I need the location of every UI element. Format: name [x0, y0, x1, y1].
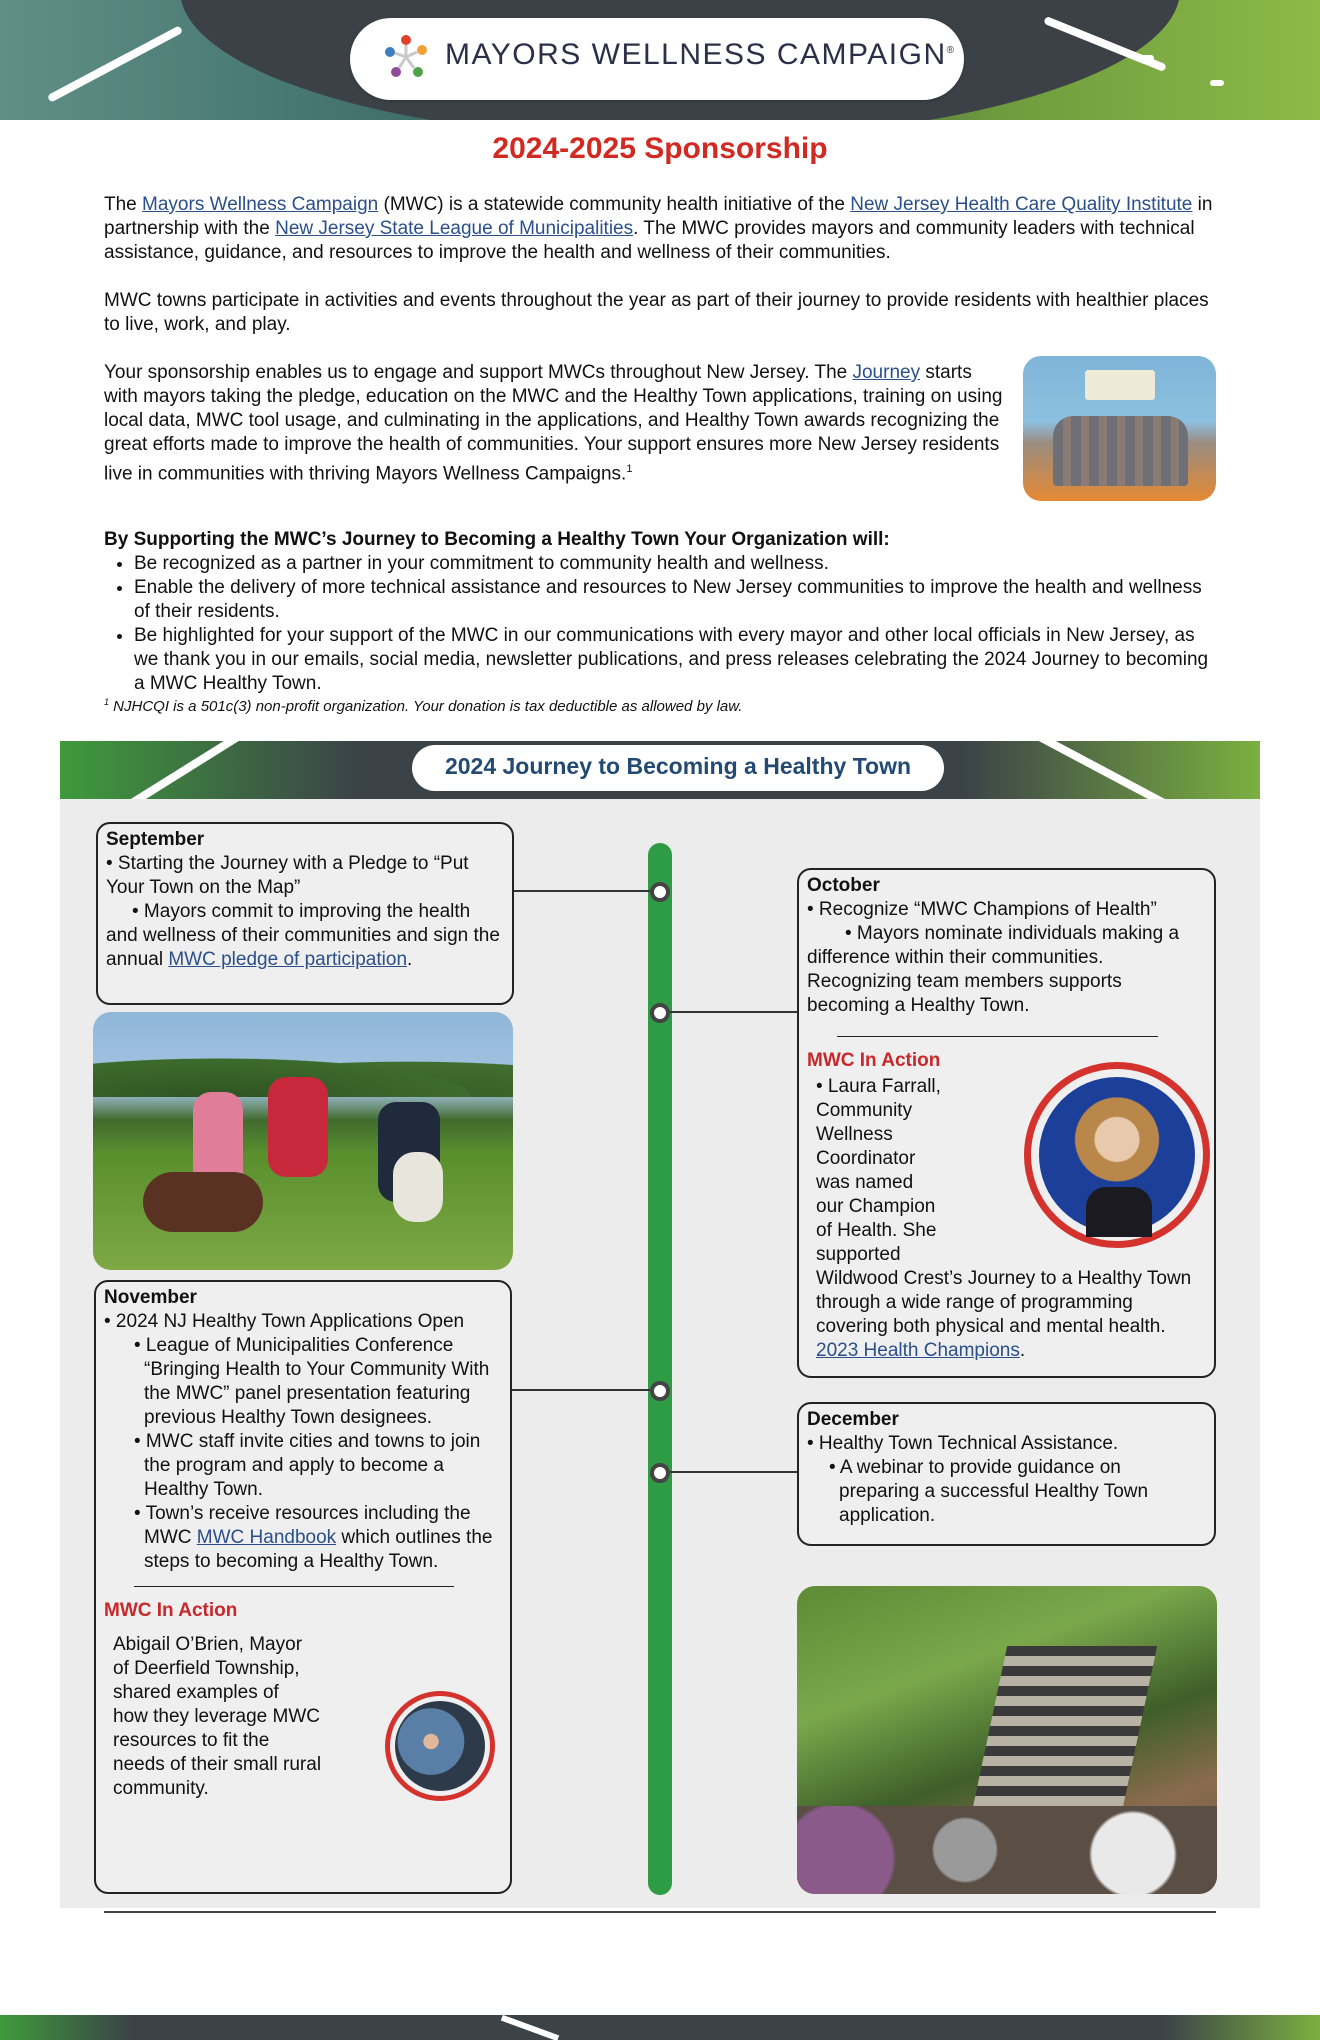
road-stripe [110, 741, 250, 799]
card-september: September • Starting the Journey with a Pledge to “Put Your Town on the Map” • Mayors commit to improving the health and wellness of their communities and sign the annual MWC pledge of participation. [96, 822, 514, 1005]
card-december: December • Healthy Town Technical Assistance. • A webinar to provide guidance on preparing a successful Healthy Town application. [797, 1402, 1216, 1546]
timeline-dot-december [650, 1463, 670, 1483]
october-action-text: • Laura Farrall, Community Wellness Coordinator was named our Champion of Health. She supported Wildwood Crest’s Journey to a Healthy Town through a wide range of programming covering both physical and mental health. 2023 Health Champions. [816, 1076, 1192, 1361]
intro-paragraph-3: Your sponsorship enables us to engage and support MWCs throughout New Jersey. The Journey starts with mayors taking the pledge, education on the MWC and the Healthy Town applications, training on using local data, MWC tool usage, and culminating in the applications, and Healthy Town awards recognizing the great efforts made to improve the health of communities. Your support ensures more New Jersey residents live in communities with thriving Mayors Wellness Campaigns.$^1$ [104, 362, 1003, 485]
card-november: November • 2024 NJ Healthy Town Applications Open • League of Municipalities Conference “Bringing Health to Your Community With the MWC” panel presentation featuring previous Healthy Town designees. • MWC staff invite cities and towns to join the program and apply to become a Healthy Town. • Town’s receive resources including the MWC MWC Handbook which outlines the steps to becoming a Healthy Town. MWC In Action Abigail O’Brien, Mayor of Deerfield Township, shared examples of how they leverage MWC resources to fit the needs of their small rural community. [94, 1280, 512, 1894]
intro-paragraph-1: The Mayors Wellness Campaign (MWC) is a statewide community health initiative of the New Jersey Health Care Quality Institute in partnership with the New Jersey State League of Municipalities. The MWC provides mayors and community leaders with technical assistance, guidance, and resources to improve the health and wellness of their communities. [104, 194, 1213, 263]
page-title: 2024-2025 Sponsorship [492, 132, 828, 165]
njslom-link[interactable]: New Jersey State League of Municipalities [275, 218, 634, 239]
journey-link[interactable]: Journey [852, 362, 921, 383]
month-heading: December [807, 1409, 899, 1430]
champion-portrait [1024, 1062, 1210, 1248]
benefit-item: • Be recognized as a partner in your commitment to community health and wellness. [134, 552, 1216, 576]
benefit-item: • Be highlighted for your support of the MWC in our communications with every mayor and other local officials in New Jersey, as we thank you in our emails, social media, newsletter publications, and press releases celebrating the 2024 Journey to becoming a MWC Healthy Town. [134, 624, 1216, 696]
footer-banner [0, 2015, 1320, 2040]
journey-title: 2024 Journey to Becoming a Healthy Town [444, 753, 912, 779]
benefits-section [104, 528, 1216, 696]
timeline-dot-october [650, 1003, 670, 1023]
mwc-link[interactable]: Mayors Wellness Campaign [142, 194, 379, 215]
divider [134, 1586, 454, 1587]
brand-name: MAYORS WELLNESS CAMPAIGN® [445, 38, 956, 71]
connector-december [660, 1471, 798, 1473]
footnote: $^1$ NJHCQI is a 501c(3) non-profit organization. Your donation is tax deductible as allowed by law. [104, 697, 743, 715]
road-stripe [1027, 741, 1172, 799]
connector-october [660, 1011, 800, 1013]
month-heading: October [807, 875, 880, 896]
card-october: October • Recognize “MWC Champions of Health” • Mayors nominate individuals making a difference within their communities. Recognizing team members supports becoming a Healthy Town. MWC In Action • Laura Farrall, Community Wellness Coordinator was named our Champion of Health. She supported Wildwood Crest’s Journey to a Healthy Town through a wide range of programming covering both physical and mental health. 2023 Health Champions. [797, 868, 1216, 1378]
mwc-handbook-link[interactable]: MWC Handbook [196, 1527, 337, 1548]
benefits-list [104, 552, 1216, 696]
intro-paragraph-2: MWC towns participate in activities and events throughout the year as part of their journey to provide residents with healthier places to live, work, and play. [104, 290, 1209, 335]
mwc-in-action-title: MWC In Action [104, 1600, 238, 1621]
health-champions-link[interactable]: 2023 Health Champions [816, 1340, 1020, 1361]
mayor-portrait [385, 1691, 495, 1801]
november-action-text: Abigail O’Brien, Mayor of Deerfield Township, shared examples of how they leverage MWC resources to fit the needs of their small rural community. [113, 1634, 322, 1799]
connector-november [511, 1389, 661, 1391]
road-stripe [47, 25, 183, 102]
benefit-item: • Enable the delivery of more technical assistance and resources to New Jersey communities to improve the health and wellness of their residents. [134, 576, 1216, 624]
team-photo [1023, 356, 1216, 501]
connector-september [514, 890, 660, 892]
timeline-dot-november [650, 1381, 670, 1401]
divider [837, 1036, 1158, 1037]
pledge-link[interactable]: MWC pledge of participation [168, 949, 408, 970]
bottom-divider [104, 1911, 1216, 1913]
benefits-heading: By Supporting the MWC’s Journey to Becoming a Healthy Town Your Organization will: [104, 529, 890, 550]
month-heading: September [106, 829, 205, 850]
timeline-dot-september [650, 882, 670, 902]
njhcqi-link[interactable]: New Jersey Health Care Quality Institute [850, 194, 1193, 215]
dogs-photo [93, 1012, 513, 1270]
mwc-logo-icon [382, 32, 430, 82]
timeline-bar [648, 843, 672, 1895]
hiking-group-photo [797, 1586, 1217, 1894]
road-stripe [1140, 55, 1154, 61]
road-stripe [1210, 80, 1224, 86]
mwc-in-action-title: MWC In Action [807, 1050, 941, 1071]
month-heading: November [104, 1287, 197, 1308]
